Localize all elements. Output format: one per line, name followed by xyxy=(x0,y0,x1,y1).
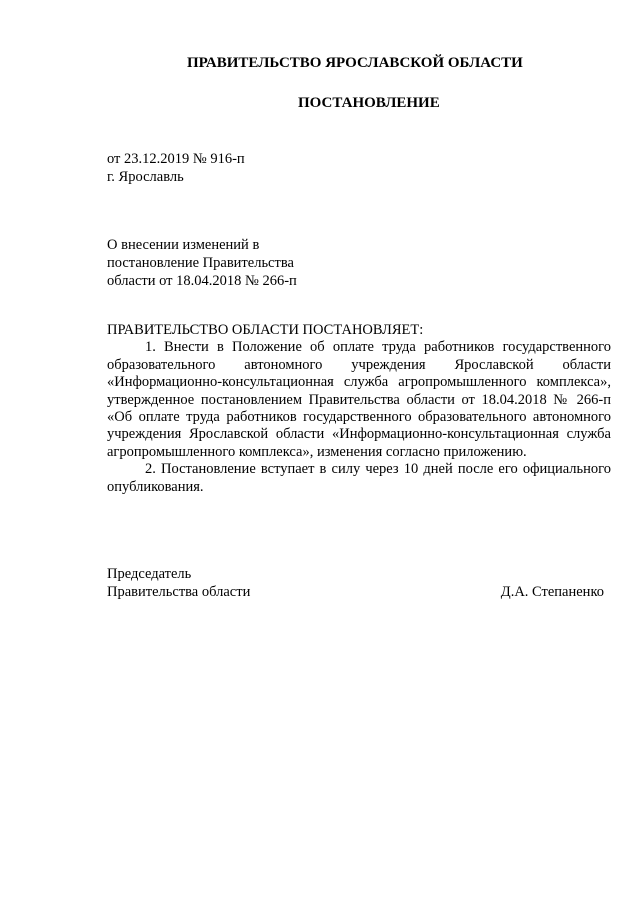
organization-title: ПРАВИТЕЛЬСТВО ЯРОСЛАВСКОЙ ОБЛАСТИ xyxy=(187,55,523,71)
document-subject xyxy=(107,236,297,290)
signature-block xyxy=(107,565,604,601)
signatory-name: Д.А. Степаненко xyxy=(500,584,604,600)
city: г. Ярославль xyxy=(107,169,184,185)
document-type: ПОСТАНОВЛЕНИЕ xyxy=(298,95,440,111)
signature-row xyxy=(107,583,604,601)
paragraph-2: 2. Постановление вступает в силу через 10 дней после его официального опубликования. xyxy=(107,461,611,495)
subject-line: области от 18.04.2018 № 266-п xyxy=(107,273,297,289)
subject-line: постановление Правительства xyxy=(107,255,294,271)
date-number: от 23.12.2019 № 916-п xyxy=(107,151,245,167)
paragraph-1: 1. Внести в Положение об оплате труда работников государственного образовательного автономного учреждения Ярославской области «Информационно-консультационная служба агропромышленного комплекса», утвержденное постановлением Правительства области от 18.04.2018 № 266-п «Об оплате труда работников государственного образовательного автономного учреждения Ярославской области «Информационно-консультационная служба агропромышленного комплекса», изменения согласно приложению. xyxy=(107,339,611,460)
document-body xyxy=(107,322,611,496)
signatory-position-line2: Правительства области xyxy=(107,584,251,600)
document-meta xyxy=(107,150,245,186)
signatory-position-line1: Председатель xyxy=(107,566,192,582)
subject-line: О внесении изменений в xyxy=(107,237,260,253)
preamble: ПРАВИТЕЛЬСТВО ОБЛАСТИ ПОСТАНОВЛЯЕТ: xyxy=(107,322,424,338)
